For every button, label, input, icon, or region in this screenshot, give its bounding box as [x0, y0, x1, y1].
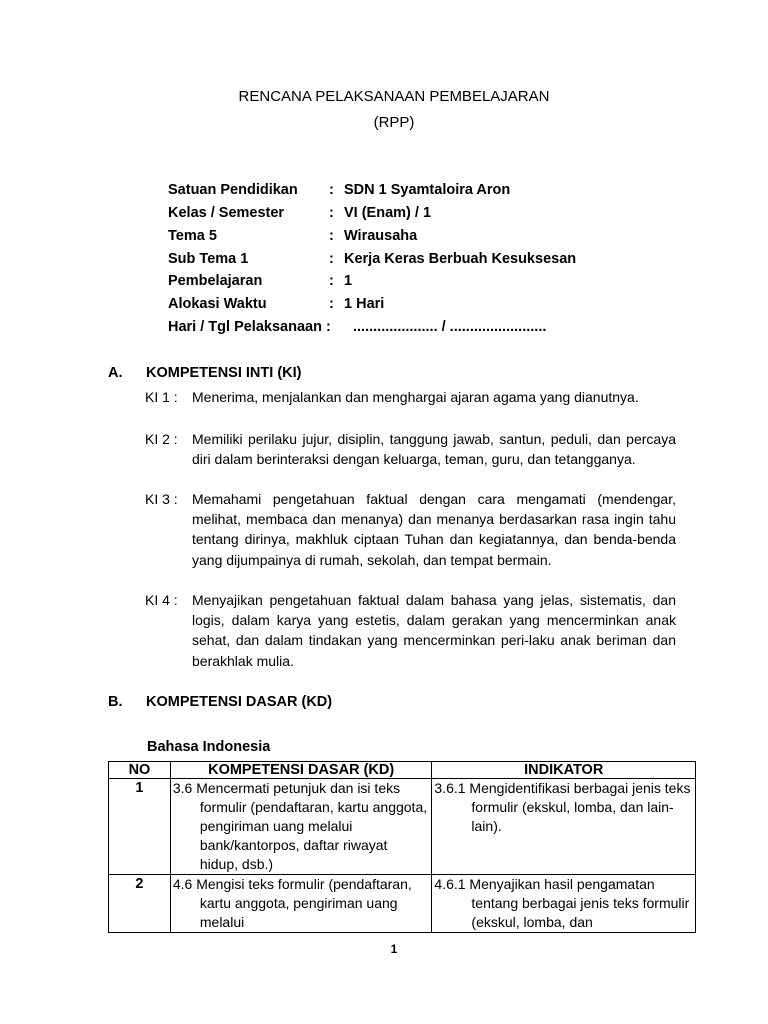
info-colon: : — [329, 228, 334, 244]
info-label: Sub Tema 1 — [168, 251, 249, 267]
info-colon: : — [329, 296, 334, 312]
table-row — [109, 875, 696, 933]
info-label: Alokasi Waktu — [168, 296, 267, 312]
kd-cell: 4.6 Mengisi teks formulir (pendaftaran, kartu anggota, pengiriman uang melalui — [172, 876, 412, 930]
info-label: Hari / Tgl Pelaksanaan : — [168, 319, 331, 335]
ki-text: Menerima, menjalankan dan menghargai ajaran agama yang dianutnya. — [192, 389, 639, 405]
ki-text: Menyajikan pengetahuan faktual dalam bahasa yang jelas, sistematis, dan logis, dalam karya yang estetis, dalam gerakan yang mencerminkan anak sehat, dan dalam tindakan yang mencerminkan peri-laku anak beriman dan berakhlak mulia. — [192, 592, 676, 669]
document-title: RENCANA PELAKSANAAN PEMBELAJARAN — [238, 88, 550, 105]
info-colon: : — [329, 251, 334, 267]
ki-item-3 — [145, 489, 676, 570]
info-value: 1 — [344, 273, 353, 289]
subject-heading: Bahasa Indonesia — [147, 739, 271, 755]
info-label: Kelas / Semester — [168, 205, 285, 221]
section-title: KOMPETENSI INTI (KI) — [146, 365, 302, 381]
ki-item-2 — [145, 429, 676, 469]
kd-table — [108, 761, 696, 933]
indikator-cell: 4.6.1 Menyajikan hasil pengamatan tentang berbagai jenis teks formulir (ekskul, lomba, dan — [434, 876, 690, 930]
info-label: Tema 5 — [168, 228, 217, 244]
ki-item-4 — [145, 590, 676, 671]
info-value: ..................... / ........................ — [353, 319, 547, 335]
info-value: Wirausaha — [344, 228, 418, 244]
kd-cell: 3.6 Mencermati petunjuk dan isi teks formulir (pendaftaran, kartu anggota, pengiriman uang melalui bank/kantorpos, daftar riwayat hidup, dsb.) — [172, 780, 428, 872]
info-label: Satuan Pendidikan — [168, 182, 298, 198]
info-label: Pembelajaran — [168, 273, 263, 289]
row-number: 2 — [109, 875, 171, 933]
page-number: 1 — [390, 942, 398, 956]
header-kd: KOMPETENSI DASAR (KD) — [170, 762, 432, 779]
header-indikator: INDIKATOR — [432, 762, 696, 779]
ki-label: KI 3 : — [145, 491, 178, 507]
info-value: VI (Enam) / 1 — [344, 205, 432, 221]
document-subtitle: (RPP) — [373, 114, 415, 131]
indikator-cell: 3.6.1 Mengidentifikasi berbagai jenis teks formulir (ekskul, lomba, dan lain-lain). — [434, 780, 691, 834]
ki-label: KI 2 : — [145, 431, 178, 447]
section-title: KOMPETENSI DASAR (KD) — [146, 694, 333, 710]
ki-label: KI 1 : — [145, 389, 178, 405]
info-colon: : — [329, 182, 334, 198]
ki-item-1 — [145, 387, 676, 407]
ki-text: Memahami pengetahuan faktual dengan cara mengamati (mendengar, melihat, membaca dan menanya) dan menanya berdasarkan rasa ingin tahu tentang dirinya, makhluk ciptaan Tuhan dan kegiatannya, dan benda-benda yang dijumpainya di rumah, sekolah, dan tempat bermain. — [192, 491, 676, 568]
ki-label: KI 4 : — [145, 592, 178, 608]
table-header-row — [109, 762, 696, 779]
info-colon: : — [329, 273, 334, 289]
section-number: B. — [108, 694, 123, 710]
table-row — [109, 779, 696, 875]
section-number: A. — [108, 365, 123, 381]
info-colon: : — [329, 205, 334, 221]
info-value: SDN 1 Syamtaloira Aron — [344, 182, 511, 198]
info-value: 1 Hari — [344, 296, 385, 312]
row-number: 1 — [109, 779, 171, 875]
ki-text: Memiliki perilaku jujur, disiplin, tanggung jawab, santun, peduli, dan percaya diri dalam berinteraksi dengan keluarga, teman, guru, dan tetangganya. — [192, 431, 676, 468]
header-no: NO — [109, 762, 171, 779]
info-value: Kerja Keras Berbuah Kesuksesan — [344, 251, 577, 267]
